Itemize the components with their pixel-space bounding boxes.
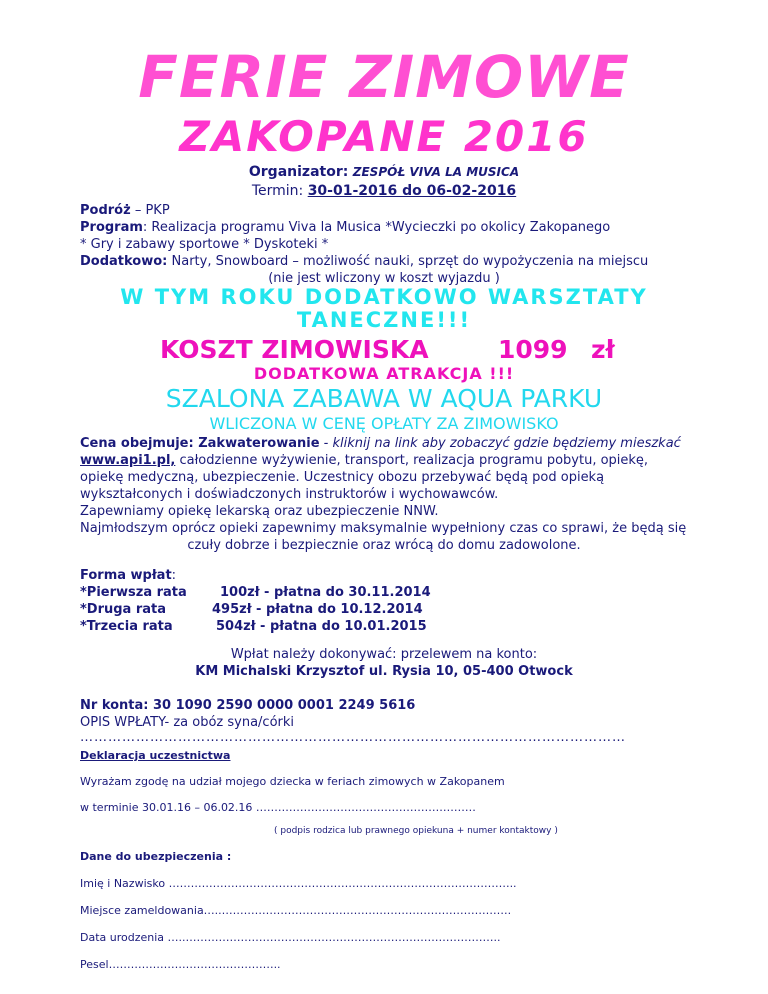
aqua-line-2: WLICZONA W CENĘ OPŁATY ZA ZIMOWISKO [209,414,559,433]
field-birth-date: Data urodzenia …..………………………………………………………………………….. [80,931,501,944]
price-includes-line [80,435,681,452]
dotted-separator: ……………………………………………………………………………………………………… [80,730,626,745]
organizer-line [0,163,768,181]
signature-note: ( podpis rodzica lub prawnego opiekuna + numer kontaktowy ) [274,826,558,836]
payment-heading [80,567,176,584]
field-pesel: Pesel……………………………………….. [80,958,281,971]
installment-1 [80,584,431,601]
field-name: Imię i Nazwisko ………………………………………………………………………………….. [80,877,517,890]
term-line [0,182,768,200]
price-includes-note: - kliknij na link aby zobaczyć gdzie będziemy mieszkać [319,436,681,451]
accommodation-link[interactable]: www.api1.pl, [80,453,176,468]
installment-1-name: *Pierwsza rata [80,585,187,600]
organizer-label: Organizator: [248,164,349,180]
extra-attraction: DODATKOWA ATRAKCJA !!! [253,364,515,383]
account-number: Nr konta: 30 1090 2590 0000 0001 2249 5616 [80,698,416,713]
term-value: 30-01-2016 do 06-02-2016 [307,183,517,199]
installment-2-detail: 495zł - płatna do 10.12.2014 [212,602,423,617]
cost-value: 1099 [498,335,568,364]
extra-line [80,253,648,270]
subtitle: ZAKOPANE 2016 [179,112,589,161]
program-value: : Realizacja programu Viva la Musica *Wycieczki po okolicy Zakopanego [142,220,611,235]
travel-line [80,202,170,219]
includes-line-2 [80,452,648,469]
extra-line-2: (nie jest wliczony w koszt wyjazdu ) [268,271,500,286]
consent-line: Wyrażam zgodę na udział mojego dziecka w feriach zimowych w Zakopanem [80,775,505,788]
term-fill-line: w terminie 30.01.16 – 06.02.16 …………………………………………………… [80,801,476,814]
travel-label: Podróż [80,203,131,218]
program-label: Program [80,220,143,235]
workshop-line-2: TANECZNE!!! [296,308,472,332]
installment-2 [80,601,423,618]
includes-line-6: Najmłodszym oprócz opieki zapewnimy maksymalnie wypełniony czas co sprawi, że będą się [80,521,687,536]
installment-3-detail: 504zł - płatna do 10.01.2015 [216,619,427,634]
payment-colon: : [171,568,177,583]
installment-2-name: *Druga rata [80,602,167,617]
insurance-title: Dane do ubezpieczenia : [80,850,232,863]
organizer-value: ZESPÓŁ VIVA LA MUSICA [352,165,520,179]
program-line [80,219,610,236]
installment-3 [80,618,427,635]
transfer-description: OPIS WPŁATY- za obóz syna/córki [80,715,295,730]
term-label: Termin: [251,183,304,199]
payment-label: Forma wpłat [80,568,172,583]
price-includes-label: Cena obejmuje: Zakwaterowanie [80,436,320,451]
includes-line-4: wykształconych i doświadczonych instruktorów i wychowawców. [80,487,499,502]
includes-line-7: czuły dobrze i bezpiecznie oraz wrócą do domu zadowolone. [187,538,581,553]
includes-text-2: całodzienne wyżywienie, transport, realizacja programu pobytu, opiekę, [175,453,649,468]
installment-3-name: *Trzecia rata [80,619,173,634]
cost-currency: zł [591,335,615,364]
program-line-2: * Gry i zabawy sportowe * Dyskoteki * [80,237,329,252]
declaration-title: Deklaracja uczestnictwa [80,749,231,762]
account-owner: KM Michalski Krzysztof ul. Rysia 10, 05-400 Otwock [195,664,573,679]
field-address: Miejsce zameldowania…..……………………………………………………………………. [80,904,512,917]
installment-1-detail: 100zł - płatna do 30.11.2014 [220,585,431,600]
includes-line-5: Zapewniamy opiekę lekarską oraz ubezpieczenie NNW. [80,504,439,519]
workshop-line-1: W TYM ROKU DODATKOWO WARSZTATY [120,285,648,309]
transfer-line: Wpłat należy dokonywać: przelewem na konto: [230,647,538,662]
cost-label: KOSZT ZIMOWISKA [160,335,429,364]
title: FERIE ZIMOWE [138,43,630,111]
extra-value: Narty, Snowboard – możliwość nauki, sprzęt do wypożyczenia na miejscu [167,254,649,269]
aqua-line-1: SZALONA ZABAWA W AQUA PARKU [165,384,603,413]
extra-label: Dodatkowo: [80,254,168,269]
travel-value: – PKP [130,203,170,218]
includes-line-3: opiekę medyczną, ubezpieczenie. Uczestnicy obozu przebywać będą pod opieką [80,470,605,485]
